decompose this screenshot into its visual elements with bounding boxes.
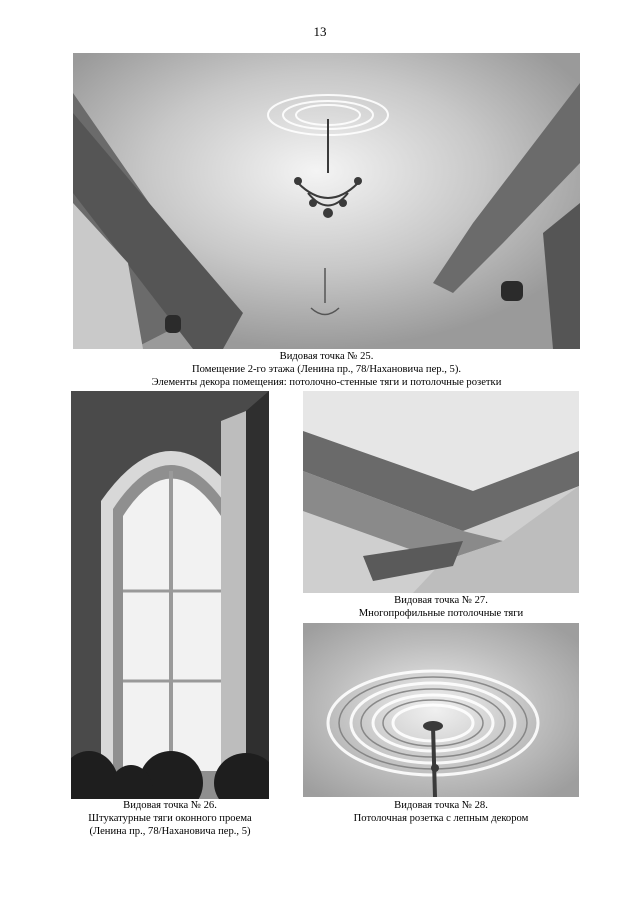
caption-27-description: Многопрофильные потолочные тяги xyxy=(358,608,524,619)
photo-ceiling-cornices xyxy=(303,391,579,593)
caption-photo-28 xyxy=(303,799,579,825)
photo-window-opening xyxy=(71,391,269,799)
caption-26-location: (Ленина пр., 78/Нахановича пер., 5) xyxy=(89,826,251,837)
caption-26-title: Видовая точка № 26. xyxy=(123,800,217,811)
caption-25-title: Видовая точка № 25. xyxy=(279,351,374,362)
caption-photo-27 xyxy=(303,594,579,620)
page-number: 13 xyxy=(313,24,327,39)
caption-photo-25 xyxy=(73,350,580,389)
caption-27-title: Видовая точка № 27. xyxy=(394,595,488,606)
photo-ceiling-rosette xyxy=(303,623,579,797)
caption-photo-26 xyxy=(60,799,280,838)
caption-28-description: Потолочная розетка с лепным декором xyxy=(353,813,529,824)
caption-26-description: Штукатурные тяги оконного проема xyxy=(88,813,252,824)
caption-25-description: Элементы декора помещения: потолочно-стенные тяги и потолочные розетки xyxy=(151,377,502,388)
caption-25-location: Помещение 2-го этажа (Ленина пр., 78/Нахановича пер., 5). xyxy=(192,364,461,375)
caption-28-title: Видовая точка № 28. xyxy=(394,800,488,811)
photo-ceiling-chandelier xyxy=(73,53,580,349)
